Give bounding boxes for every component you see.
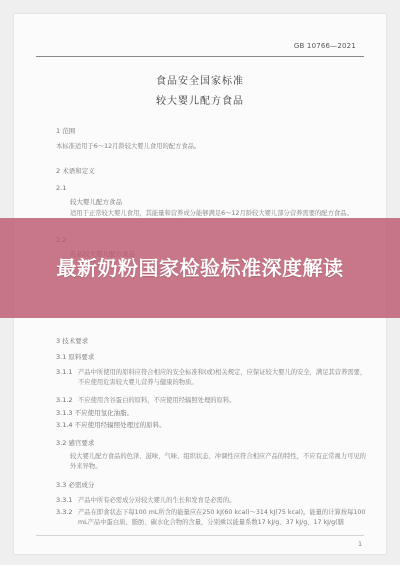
page-number: 1 bbox=[358, 541, 362, 548]
section-2-1-title: 较大婴儿配方食品 bbox=[70, 198, 122, 206]
section-2-1-text: 适用于正常较大婴儿食用，其能量和营养成分能够满足6～12月龄较大婴儿部分营养需要的配方食品。 bbox=[70, 210, 353, 217]
headline-title: 最新奶粉国家检验标准深度解读 bbox=[56, 256, 344, 280]
section-3-2-text: 较大婴儿配方食品的色泽、滋味、气味、组织状态、冲调性应符合相应产品的特性，不应有正常视力可见的外来异物。 bbox=[70, 453, 366, 470]
section-3-1-1-text: 产品中所使用的原料应符合相应的安全标准和(或)相关规定，应保证较大婴儿的安全，满足其营养需要，不应使用危害较大婴儿营养与健康的物质。 bbox=[78, 369, 367, 386]
headline-banner bbox=[0, 218, 400, 318]
footer-rule bbox=[36, 535, 364, 536]
section-3-1-4: 3.1.4 不应使用经辐照处理过的原料。 bbox=[56, 421, 166, 429]
section-3-3-2-number: 3.3.2 bbox=[56, 508, 73, 516]
section-3-1-1-number: 3.1.1 bbox=[56, 368, 73, 376]
section-3-1-3: 3.1.3 不应使用氢化油脂。 bbox=[56, 409, 134, 417]
section-3-3-heading: 3.3 必需成分 bbox=[56, 481, 95, 489]
section-3-2-heading: 3.2 感官要求 bbox=[56, 439, 95, 447]
section-1-text: 本标准适用于6～12月龄较大婴儿食用的配方食品。 bbox=[56, 143, 201, 150]
header-rule bbox=[36, 56, 364, 57]
document-title-line2: 较大婴儿配方食品 bbox=[156, 96, 244, 107]
document-title-line1: 食品安全国家标准 bbox=[156, 76, 244, 87]
section-1-heading: 1 范围 bbox=[56, 127, 76, 135]
section-3-1-2-text: 不应使用含谷蛋白的原料，不应使用经辐照处理的原料。 bbox=[78, 397, 236, 404]
section-3-1-heading: 3.1 原料要求 bbox=[56, 353, 95, 361]
section-3-3-1-text: 产品中所有必需成分对较大婴儿的生长和发育是必需的。 bbox=[78, 497, 236, 504]
section-3-heading: 3 技术要求 bbox=[56, 337, 89, 345]
section-3-3-2-text: 产品在即食状态下每100 mL所含的能量应在250 kJ(60 kcal)～314 kJ(75 kcal)。能量的计算按每100 mL产品中蛋白质、脂肪、碳水化合物的含量，分别乘以能量系数17 kJ/g、37 kJ/g、17 kJ/g(膳 bbox=[78, 509, 366, 526]
standard-number: GB 10766—2021 bbox=[293, 42, 356, 50]
section-2-heading: 2 术语和定义 bbox=[56, 167, 95, 175]
section-2-1-number: 2.1 bbox=[56, 184, 67, 192]
section-3-3-1-number: 3.3.1 bbox=[56, 496, 73, 504]
section-3-1-2-number: 3.1.2 bbox=[56, 396, 73, 404]
